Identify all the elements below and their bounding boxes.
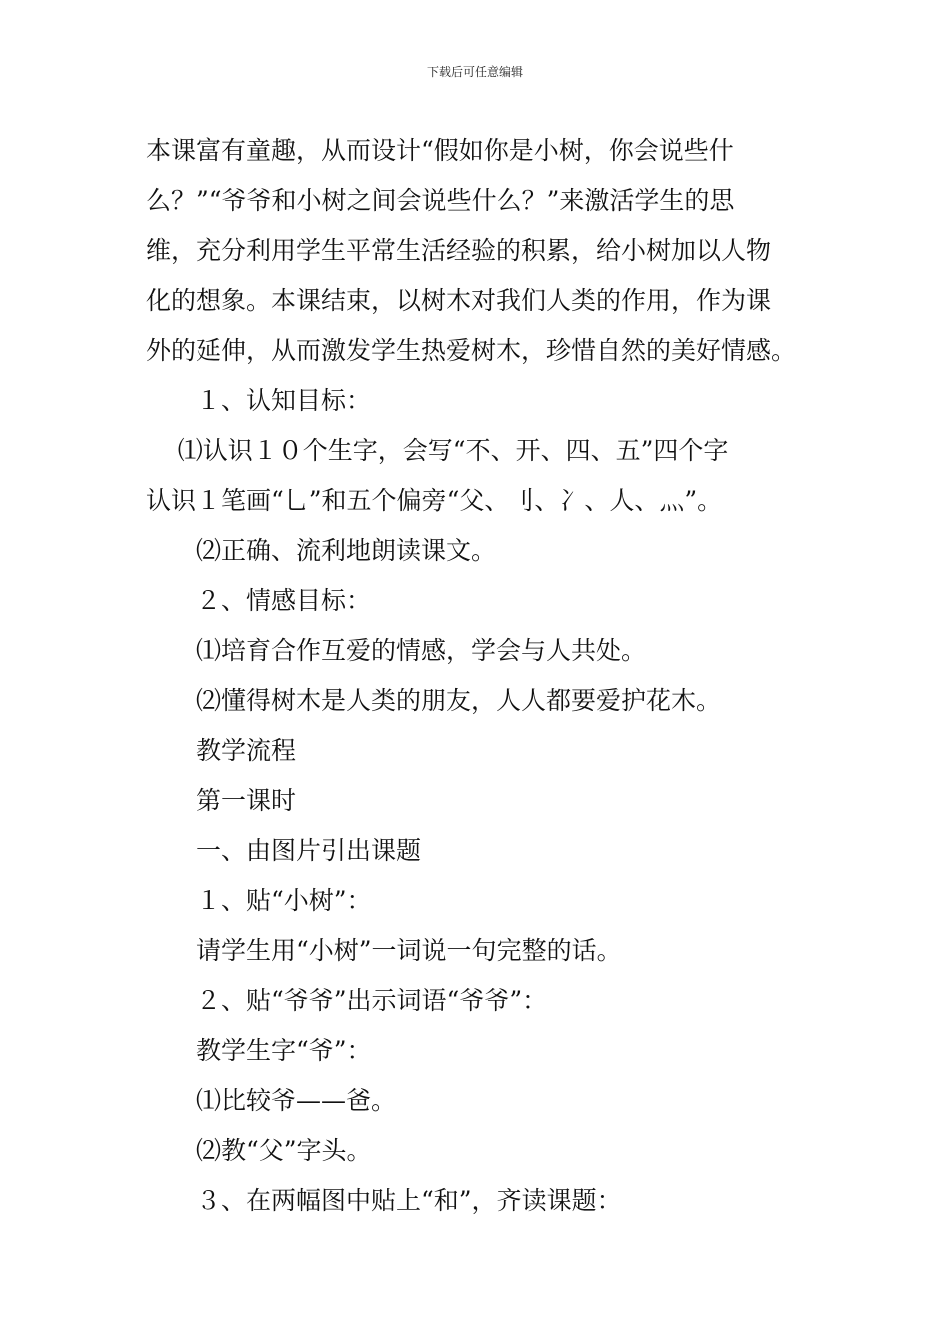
page-header: 下载后可任意编辑	[426, 65, 523, 79]
document-body	[146, 126, 810, 1226]
section-heading-first-lesson: 第一课时	[196, 786, 297, 815]
goal-emotional-item-1: ⑴培育合作互爱的情感，学会与人共处。	[196, 636, 647, 665]
goal-cognitive-heading: １、认知目标：	[196, 386, 372, 415]
step-1-item-2: ２、贴“爷爷”出示词语“爷爷”：	[196, 986, 548, 1015]
goal-emotional-item-2: ⑵懂得树木是人类的朋友，人人都要爱护花木。	[196, 686, 722, 715]
section-heading-teaching-flow: 教学流程	[196, 736, 297, 765]
intro-line-2: 么？”“爷爷和小树之间会说些什么？”来激活学生的思	[146, 186, 735, 215]
intro-line-1: 本课富有童趣，从而设计“假如你是小树，你会说些什	[146, 136, 734, 165]
intro-line-3: 维，充分利用学生平常生活经验的积累，给小树加以人物	[146, 236, 772, 265]
step-1-item-2-sub-2: ⑵教“父”字头。	[196, 1136, 372, 1165]
intro-line-4: 化的想象。本课结束，以树木对我们人类的作用，作为课	[146, 286, 772, 315]
step-1-item-2-sub-1: ⑴比较爷——爸。	[196, 1086, 397, 1115]
intro-line-5: 外的延伸，从而激发学生热爱树木，珍惜自然的美好情感。	[146, 336, 797, 365]
step-heading-1: 一、由图片引出课题	[196, 836, 422, 865]
step-1-item-1: １、贴“小树”：	[196, 886, 372, 915]
goal-cognitive-item-1-line-2: 认识１笔画“乚”和五个偏旁“父、刂、冫、人、灬”。	[146, 486, 723, 515]
goal-cognitive-item-2: ⑵正确、流利地朗读课文。	[196, 536, 497, 565]
goal-emotional-heading: ２、情感目标：	[196, 586, 372, 615]
step-1-item-2-detail: 教学生字“爷”：	[196, 1036, 372, 1065]
step-1-item-1-detail: 请学生用“小树”一词说一句完整的话。	[196, 936, 622, 965]
step-1-item-3: ３、在两幅图中贴上“和”，齐读课题：	[196, 1186, 622, 1215]
goal-cognitive-item-1-line-1: ⑴认识１０个生字，会写“不、开、四、五”四个字	[146, 436, 729, 465]
